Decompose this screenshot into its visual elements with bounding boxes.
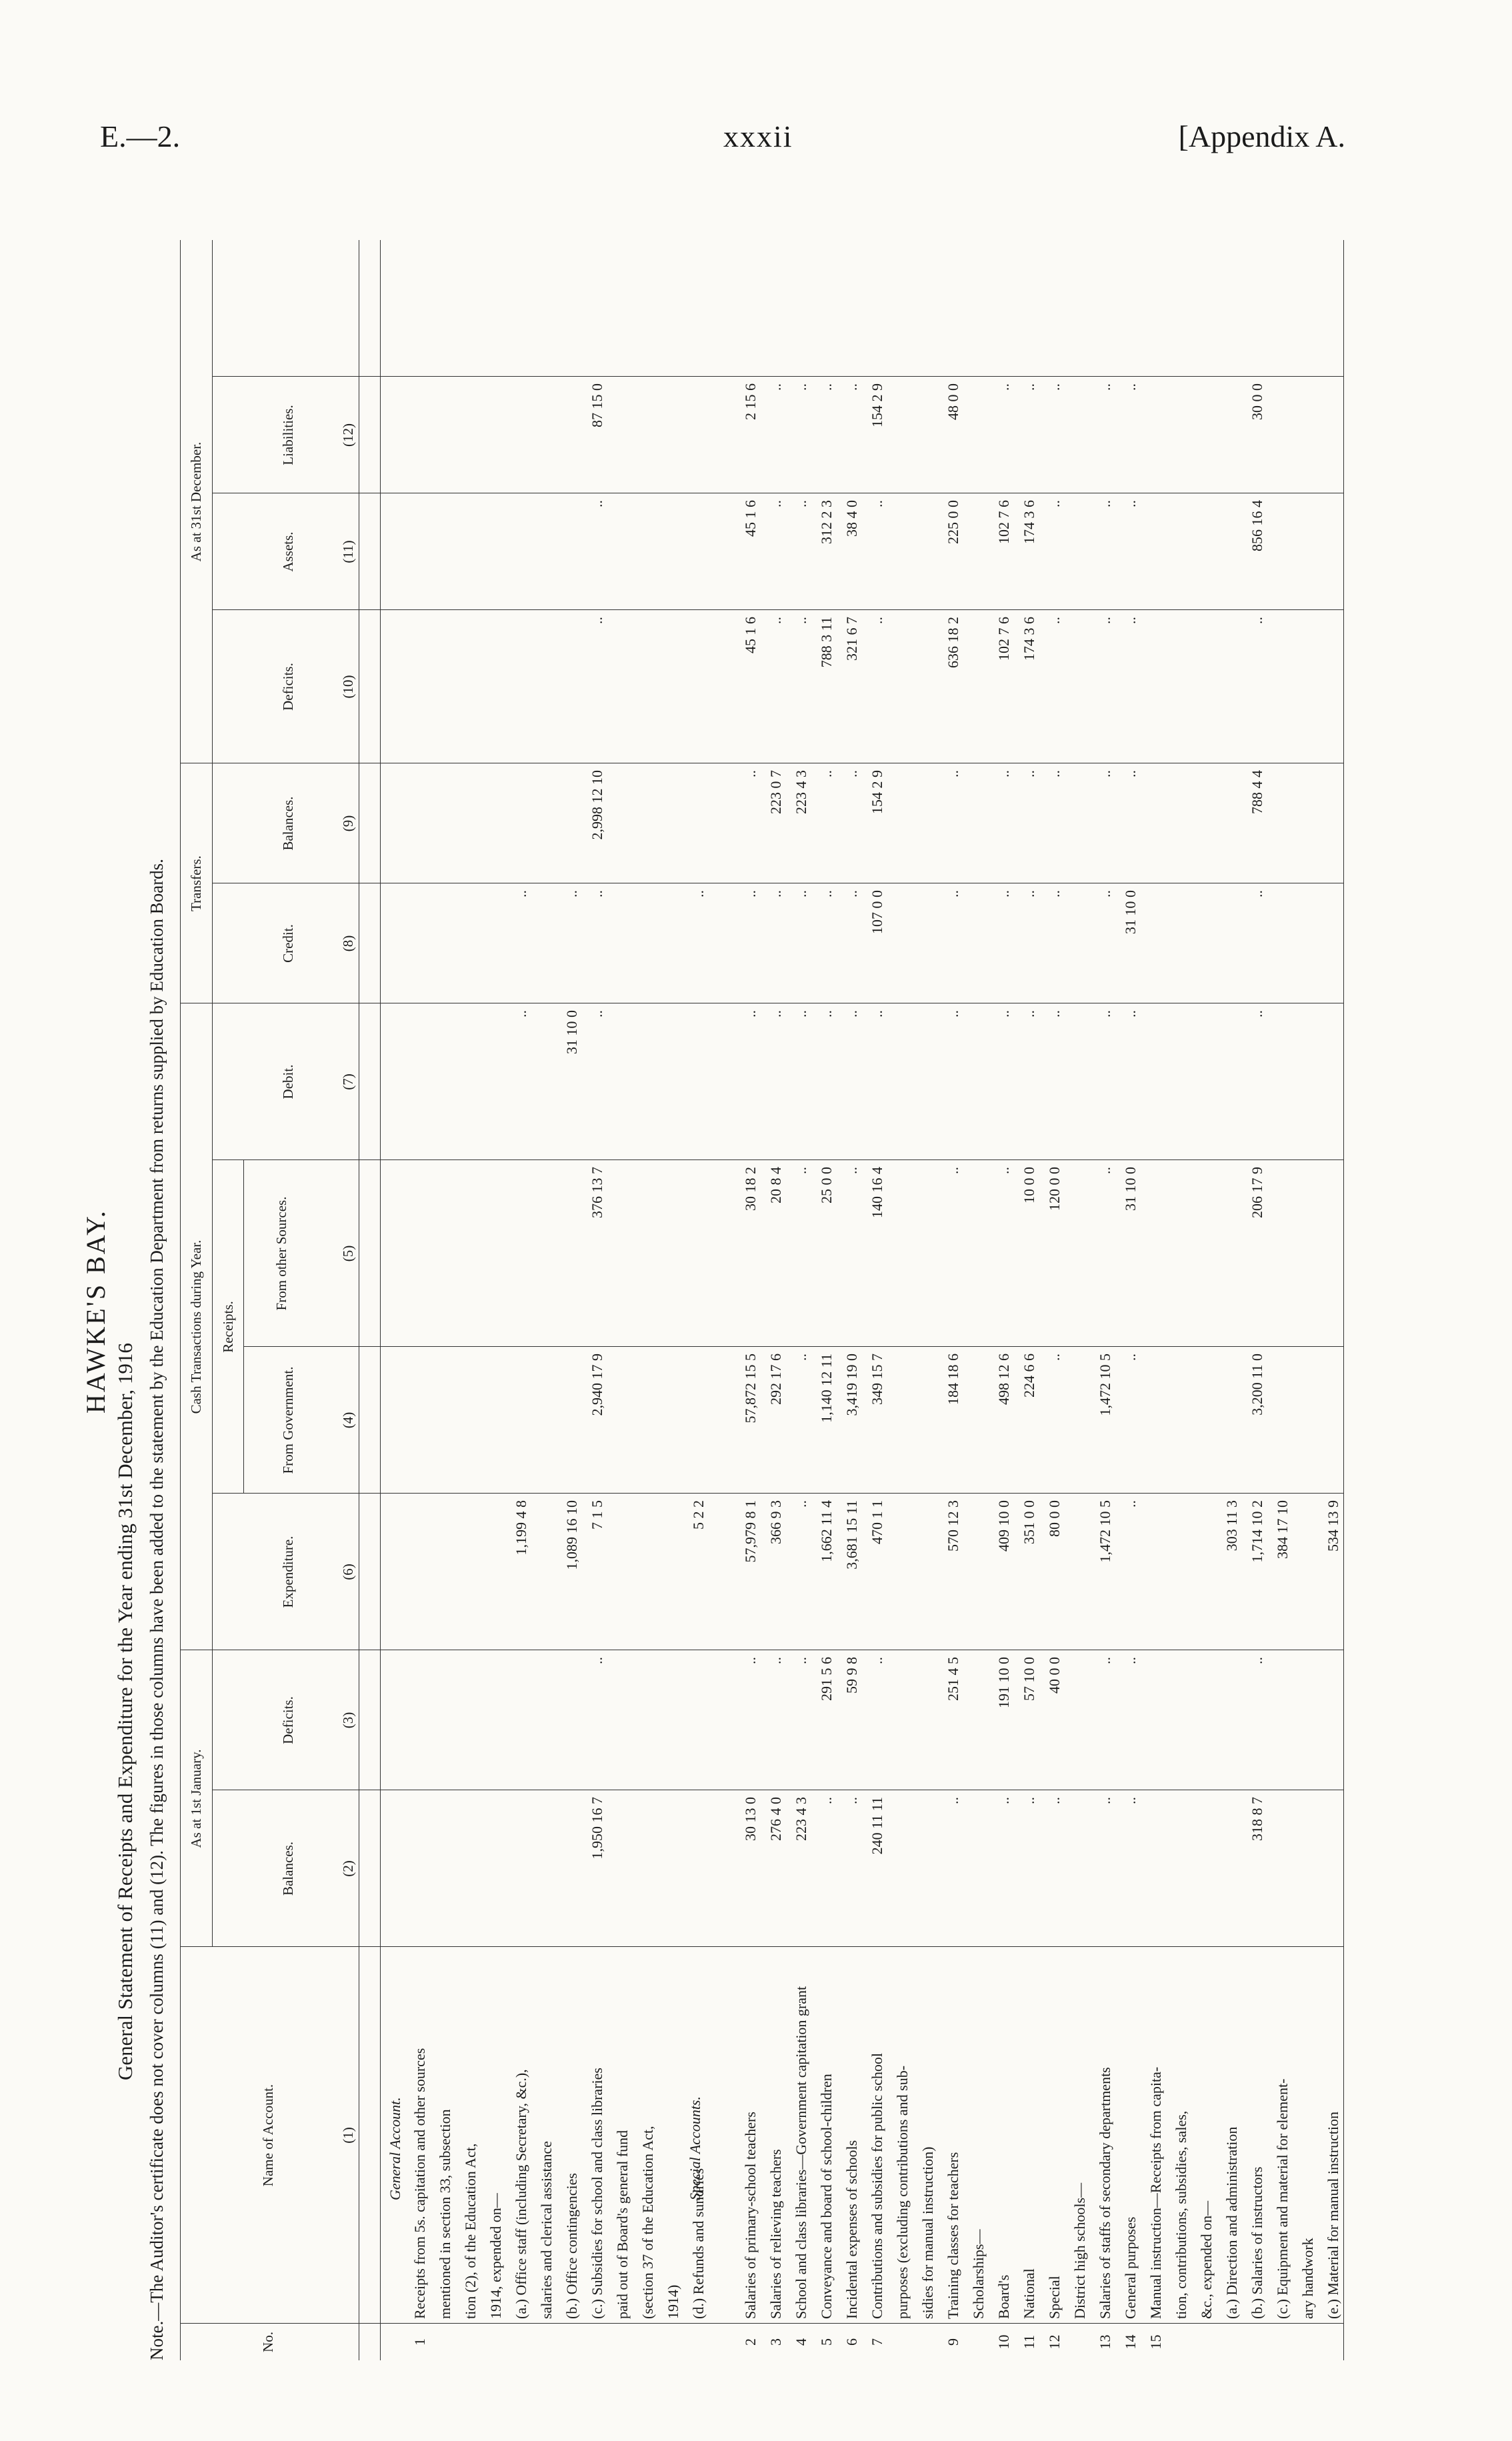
table-row [791,240,811,2360]
row-account-name: National [1021,2268,1037,2319]
row-value: 20 8 4 [767,1167,784,1203]
row-value: .. [1122,617,1139,624]
row-value: .. [1249,617,1265,624]
auditor-note: Note.—The Auditor's certificate does not cover columns (11) and (12). The figures in those columns have been added to the statement by the Education Department from returns supplied by Education Boards. [147,859,167,2360]
row-account-name: (c.) Equipment and material for element- [1274,2078,1291,2319]
row-value: .. [843,1797,860,1804]
row-value: 321 6 7 [843,617,860,661]
table-row [1095,240,1115,2360]
table-row [1121,240,1141,2360]
row-account-name: (d.) Refunds and sundries [690,2168,707,2319]
table-row [1197,240,1217,2360]
row-value: .. [767,383,784,391]
row-account-name: purposes (excluding contributions and sub- [894,2065,911,2319]
row-value: 57,872 15 5 [742,1354,759,1424]
row-value: 223 4 3 [793,770,809,814]
row-value: .. [1097,1010,1113,1017]
row-value: .. [1046,1797,1063,1804]
row-value: .. [869,617,885,624]
section-general: General Account. [387,2097,403,2200]
row-value: .. [1122,1797,1139,1804]
row-value: .. [1021,383,1037,391]
table-row [1247,240,1267,2360]
row-value: .. [742,890,759,897]
row-value: 349 15 7 [869,1354,885,1405]
row-value: 45 1 6 [742,617,759,653]
table-row [537,240,557,2360]
row-value: .. [945,890,961,897]
row-value: 45 1 6 [742,500,759,537]
row-value: .. [945,1797,961,1804]
row-value: 351 0 0 [1021,1500,1037,1544]
row-value: 31 10 0 [563,1010,580,1054]
row-account-name: 1914) [665,2284,681,2319]
row-value: 384 17 10 [1274,1500,1291,1559]
row-value: .. [818,1010,835,1017]
row-value: .. [1046,770,1063,777]
header-as-dec: As at 31st December. [188,441,204,562]
column-number: (7) [340,1073,356,1090]
column-number: (9) [340,815,356,832]
row-value: 225 0 0 [945,500,961,544]
row-value: .. [793,1657,809,1664]
column-number: (2) [340,1860,356,1877]
row-value: .. [742,1657,759,1664]
row-value: .. [843,890,860,897]
row-value: 303 11 3 [1223,1500,1240,1552]
row-value: 80 0 0 [1046,1500,1063,1537]
row-account-name: Salaries of relieving teachers [767,2149,784,2319]
row-value: .. [793,1010,809,1017]
table-row [1323,240,1343,2360]
table-row [969,240,989,2360]
row-value: .. [1097,1167,1113,1174]
row-value: .. [793,1354,809,1361]
row-account-name: (e.) Material for manual instruction [1325,2112,1341,2319]
row-value: .. [793,1167,809,1174]
row-account-name: Manual instruction—Receipts from capita- [1147,2066,1164,2319]
row-value: 5 2 2 [690,1500,707,1530]
row-number: 9 [945,2338,961,2346]
row-value: .. [1122,500,1139,507]
row-account-name: (a.) Direction and administration [1223,2126,1240,2319]
column-number: (8) [340,935,356,952]
row-value: 40 0 0 [1046,1657,1063,1694]
row-value: 107 0 0 [869,890,885,934]
row-value: .. [767,617,784,624]
row-value: .. [843,770,860,777]
table-row [1273,240,1293,2360]
table-row [410,240,430,2360]
row-value: .. [818,383,835,391]
row-value: 409 10 0 [995,1500,1012,1552]
row-value: .. [742,770,759,777]
row-value: 276 4 0 [767,1797,784,1841]
row-value: 3,419 19 0 [843,1354,860,1416]
row-value: .. [869,1657,885,1664]
row-value: .. [793,383,809,391]
row-value: .. [995,383,1012,391]
row-value: .. [1097,1797,1113,1804]
row-value: .. [843,1167,860,1174]
document-title: HAWKE'S BAY. [81,1209,111,1414]
row-number: 7 [869,2338,885,2346]
header-from-other: From other Sources. [273,1196,289,1311]
header-balances: Balances. [280,1841,296,1896]
table-row [638,240,658,2360]
header-no: No. [260,2332,276,2352]
row-value: 223 4 3 [793,1797,809,1841]
row-number: 14 [1122,2334,1139,2350]
row-number: 6 [843,2338,860,2346]
document-subtitle: General Statement of Receipts and Expenditure for the Year ending 31st December, 1916 [113,1343,137,2080]
row-account-name: School and class libraries—Government capitation grant [793,1986,809,2319]
row-value: .. [1046,617,1063,624]
row-account-name: Conveyance and board of school-children [818,2074,835,2319]
row-value: .. [1021,890,1037,897]
row-value: .. [843,383,860,391]
row-value: .. [1122,1010,1139,1017]
row-value: .. [589,500,605,507]
table-row [613,240,633,2360]
row-value: 30 13 0 [742,1797,759,1841]
row-value: .. [995,770,1012,777]
row-account-name: mentioned in section 33, subsection [437,2109,453,2319]
row-account-name: (a.) Office staff (including Secretary, &c.), [513,2069,529,2319]
row-value: 31 10 0 [1122,890,1139,934]
header-as-jan: As at 1st January. [188,1749,204,1848]
header-from-gov: From Government. [280,1366,296,1474]
row-value: 1,472 10 5 [1097,1354,1113,1416]
row-value: 140 16 4 [869,1167,885,1218]
row-account-name: tion (2), of the Education Act, [462,2143,479,2319]
row-value: 292 17 6 [767,1354,784,1405]
table-row [435,240,455,2360]
row-value: 498 12 6 [995,1354,1012,1405]
row-account-name: (c.) Subsidies for school and class libraries [589,2068,605,2319]
row-value: 1,199 4 8 [513,1500,529,1556]
row-value: .. [1021,770,1037,777]
row-value: 30 0 0 [1249,383,1265,420]
page-number: xxxii [723,119,793,153]
row-value: .. [563,890,580,897]
row-value: .. [793,1500,809,1508]
row-value: 206 17 9 [1249,1167,1265,1218]
table-row [461,240,481,2360]
row-value: 2 15 6 [742,383,759,420]
row-value: 788 3 11 [818,617,835,668]
row-value: .. [1097,770,1113,777]
row-account-name: tion, contributions, subsidies, sales, [1173,2110,1189,2319]
row-value: .. [742,1010,759,1017]
row-value: 312 2 3 [818,500,835,544]
row-number: 1 [411,2338,428,2346]
row-value: .. [589,890,605,897]
table-row [587,240,607,2360]
row-value: .. [1046,383,1063,391]
row-value: .. [1021,1797,1037,1804]
row-value: 856 16 4 [1249,500,1265,551]
row-value: .. [793,617,809,624]
row-number: 13 [1097,2334,1113,2350]
row-account-name: paid out of Board's general fund [614,2130,631,2319]
column-number: (10) [340,675,356,699]
row-value: 48 0 0 [945,383,961,420]
column-number: (6) [340,1564,356,1580]
row-value: 120 0 0 [1046,1167,1063,1211]
row-value: .. [513,890,529,897]
row-value: 636 18 2 [945,617,961,668]
row-account-name: District high schools— [1071,2182,1088,2319]
row-account-name: Salaries of staffs of secondary departments [1097,2067,1113,2319]
row-value: .. [767,1010,784,1017]
row-account-name: (section 37 of the Education Act, [639,2126,656,2319]
row-value: 251 4 5 [945,1657,961,1701]
header-expenditure: Expenditure. [280,1536,296,1608]
row-value: .. [793,500,809,507]
row-value: 470 1 1 [869,1500,885,1544]
row-value: .. [945,1010,961,1017]
table-row [689,240,709,2360]
row-value: 7 1 5 [589,1500,605,1530]
row-number: 10 [995,2334,1012,2350]
row-value: 10 0 0 [1021,1167,1037,1203]
row-number: 11 [1021,2334,1037,2350]
row-value: .. [1046,1010,1063,1017]
row-value: .. [1046,1354,1063,1361]
column-number: (12) [340,423,356,447]
header-credit: Credit. [280,924,296,963]
row-value: 191 10 0 [995,1657,1012,1708]
row-account-name: sidies for manual instruction) [919,2146,936,2319]
header-balances-2: Balances. [280,796,296,851]
row-value: .. [767,890,784,897]
row-value: .. [1097,500,1113,507]
row-value: .. [1122,770,1139,777]
table-row [663,240,683,2360]
row-value: 1,089 16 10 [563,1500,580,1570]
row-account-name: salaries and clerical assistance [538,2141,555,2319]
table-row [1070,240,1090,2360]
row-account-name: (b.) Salaries of instructors [1249,2166,1265,2319]
row-value: 570 12 3 [945,1500,961,1552]
row-value: .. [1249,1657,1265,1664]
row-value: 174 3 6 [1021,617,1037,661]
row-value: .. [1097,890,1113,897]
row-value: .. [818,890,835,897]
table-row [994,240,1014,2360]
row-value: 174 3 6 [1021,500,1037,544]
rotated-statement [81,227,1393,2360]
row-value: .. [995,1010,1012,1017]
row-value: .. [1097,383,1113,391]
row-value: 3,681 15 11 [843,1500,860,1570]
row-account-name: (b.) Office contingencies [563,2173,580,2319]
row-value: 1,950 16 7 [589,1797,605,1860]
table-row [1019,240,1039,2360]
row-value: 87 15 0 [589,383,605,427]
row-value: .. [945,770,961,777]
row-value: 57,979 8 1 [742,1500,759,1563]
table-row [918,240,938,2360]
table-row [741,240,761,2360]
page-ref-left: E.—2. [100,119,181,153]
row-value: 1,714 10 2 [1249,1500,1265,1563]
row-value: 30 18 2 [742,1167,759,1211]
header-deficits-2: Deficits. [280,663,296,711]
row-value: 57 10 0 [1021,1657,1037,1701]
row-value: .. [1122,383,1139,391]
row-number: 3 [767,2338,784,2346]
row-value: 291 5 6 [818,1657,835,1701]
table-row [562,240,582,2360]
table-row [1222,240,1242,2360]
table-row [1298,240,1318,2360]
table-row [893,240,913,2360]
row-account-name: &c., expended on— [1198,2200,1215,2319]
column-number: (11) [340,540,356,563]
row-value: .. [1021,1010,1037,1017]
table-row [511,240,531,2360]
row-number: 12 [1046,2334,1063,2350]
header-debit: Debit. [280,1064,296,1099]
table-row [817,240,837,2360]
row-number: 4 [793,2338,809,2346]
row-value: 59 9 8 [843,1657,860,1694]
row-value: 154 2 9 [869,770,885,814]
row-value: 534 13 9 [1325,1500,1341,1552]
row-value: 3,200 11 0 [1249,1354,1265,1416]
row-value: .. [1122,1354,1139,1361]
row-value: .. [869,500,885,507]
row-value: .. [843,1010,860,1017]
row-value: 2,940 17 9 [589,1354,605,1416]
row-value: 102 7 6 [995,617,1012,661]
row-value: 1,140 12 11 [818,1354,835,1423]
table-row [1171,240,1191,2360]
row-value: .. [945,1167,961,1174]
row-value: 31 10 0 [1122,1167,1139,1211]
row-value: .. [1097,617,1113,624]
row-account-name: 1914, expended on— [487,2193,504,2319]
row-value: .. [818,1797,835,1804]
header-liabilities: Liabilities. [280,405,296,465]
row-value: 366 9 3 [767,1500,784,1544]
row-value: 2,998 12 10 [589,770,605,840]
row-account-name: Contributions and subsidies for public school [869,2052,885,2319]
row-value: .. [589,617,605,624]
row-value: .. [1249,1010,1265,1017]
table-row [867,240,887,2360]
row-account-name: Board's [995,2274,1012,2319]
row-account-name: General purposes [1122,2216,1139,2319]
row-value: .. [767,500,784,507]
appendix-label: [Appendix A. [1178,119,1345,153]
row-number: 15 [1147,2334,1164,2350]
row-value: .. [1122,1657,1139,1664]
row-value: 788 4 4 [1249,770,1265,814]
row-value: .. [690,890,707,897]
row-value: .. [995,1167,1012,1174]
table-row [842,240,862,2360]
row-value: 376 13 7 [589,1167,605,1218]
header-assets: Assets. [280,531,296,572]
table-row [1045,240,1065,2360]
row-value: 223 0 7 [767,770,784,814]
header-name: Name of Account. [260,2084,276,2187]
row-value: 38 4 0 [843,500,860,537]
row-value: .. [1046,890,1063,897]
row-value: .. [818,770,835,777]
row-value: .. [793,890,809,897]
row-value: .. [1097,1657,1113,1664]
column-number: (5) [340,1245,356,1262]
table-row [766,240,786,2360]
header-cash: Cash Transactions during Year. [188,1240,204,1414]
column-number: (1) [340,2127,356,2144]
row-value: 1,662 11 4 [818,1500,835,1562]
row-value: .. [589,1010,605,1017]
row-value: .. [589,1657,605,1664]
row-value: .. [995,890,1012,897]
section-special: Special Accounts. [687,2096,703,2200]
row-value: 240 11 11 [869,1797,885,1855]
row-number: 2 [742,2338,759,2346]
row-value: .. [513,1010,529,1017]
header-transfers: Transfers. [188,855,204,911]
row-value: 184 18 6 [945,1354,961,1405]
row-value: .. [767,1657,784,1664]
row-value: .. [1122,1500,1139,1508]
table-row [943,240,963,2360]
row-value: 318 8 7 [1249,1797,1265,1841]
row-value: .. [869,1010,885,1017]
row-account-name: Training classes for teachers [945,2152,961,2319]
row-number: 5 [818,2338,835,2346]
statement-table [180,240,1353,2360]
row-value: 224 6 6 [1021,1354,1037,1398]
row-account-name: Special [1046,2276,1063,2319]
header-deficits: Deficits. [280,1696,296,1744]
row-value: 1,472 10 5 [1097,1500,1113,1563]
table-row [1146,240,1166,2360]
row-value: .. [1046,500,1063,507]
row-value: 25 0 0 [818,1167,835,1203]
row-account-name: Scholarships— [970,2229,987,2319]
header-receipts: Receipts. [220,1301,236,1353]
row-account-name: Receipts from 5s. capitation and other sources [411,2048,428,2319]
row-value: .. [995,1797,1012,1804]
row-value: 102 7 6 [995,500,1012,544]
table-row [486,240,506,2360]
row-value: .. [1249,890,1265,897]
row-account-name: Salaries of primary-school teachers [742,2112,759,2319]
row-account-name: ary handwork [1299,2238,1316,2319]
row-account-name: Incidental expenses of schools [843,2140,860,2319]
column-number: (4) [340,1412,356,1429]
row-value: 154 2 9 [869,383,885,427]
column-number: (3) [340,1712,356,1729]
